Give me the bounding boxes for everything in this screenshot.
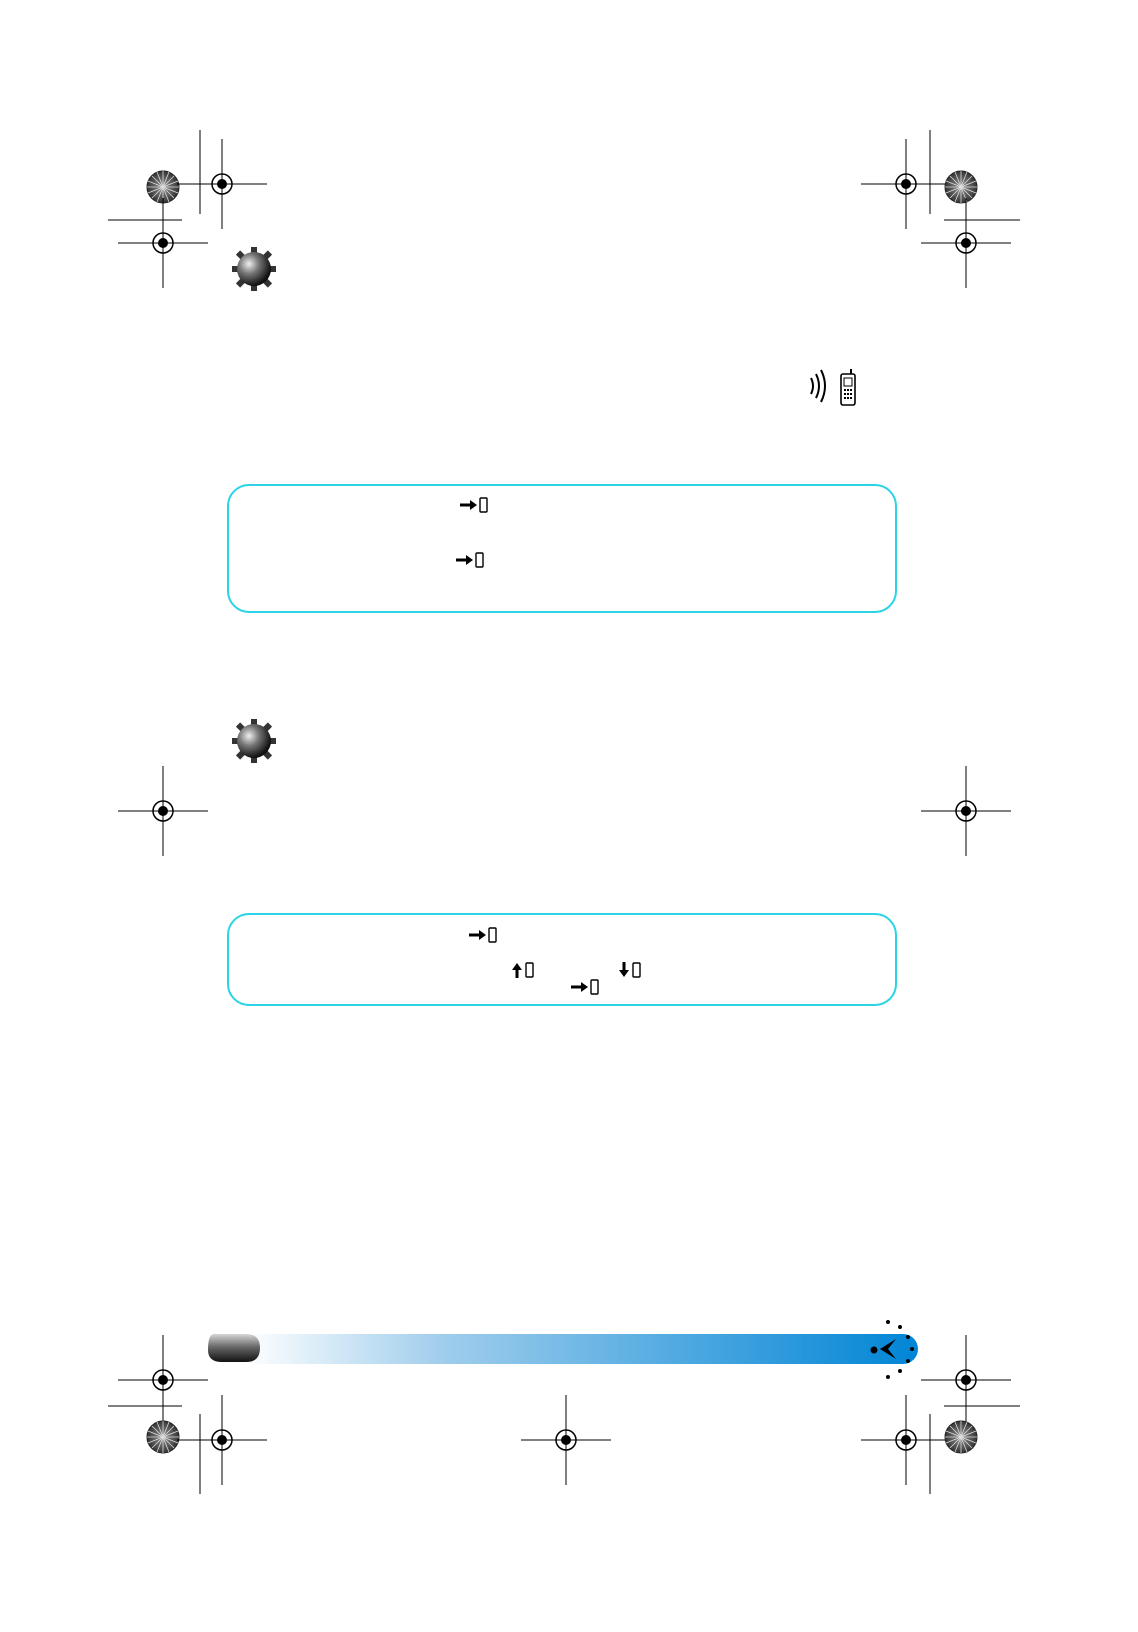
ringing-phone-icon <box>805 368 859 408</box>
gear-sphere-icon <box>230 245 278 293</box>
registration-target <box>177 1395 267 1485</box>
registration-target <box>861 1395 951 1485</box>
registration-target <box>521 1395 611 1485</box>
registration-target <box>921 766 1011 856</box>
arrow-right-key-icon <box>467 926 501 944</box>
registration-target <box>118 766 208 856</box>
callout-box <box>227 484 897 613</box>
registration-target <box>118 198 208 288</box>
arrow-down-key-icon <box>616 961 650 979</box>
registration-target <box>921 1335 1011 1425</box>
footer-gradient-bar <box>206 1326 926 1374</box>
registration-target <box>861 139 951 229</box>
callout-box <box>227 913 897 1006</box>
arrow-up-key-icon <box>509 961 543 979</box>
starburst-mark <box>945 171 977 203</box>
registration-target <box>118 1335 208 1425</box>
arrow-right-key-icon <box>458 496 492 514</box>
arrow-right-key-icon <box>454 551 488 569</box>
registration-target <box>177 139 267 229</box>
starburst-mark <box>945 1421 977 1453</box>
arrow-right-key-icon <box>569 978 603 996</box>
starburst-mark <box>147 1421 179 1453</box>
page-number-tab-icon <box>208 1334 260 1362</box>
registration-target <box>921 198 1011 288</box>
spark-logo-icon <box>868 1317 924 1385</box>
gear-sphere-icon <box>230 717 278 765</box>
